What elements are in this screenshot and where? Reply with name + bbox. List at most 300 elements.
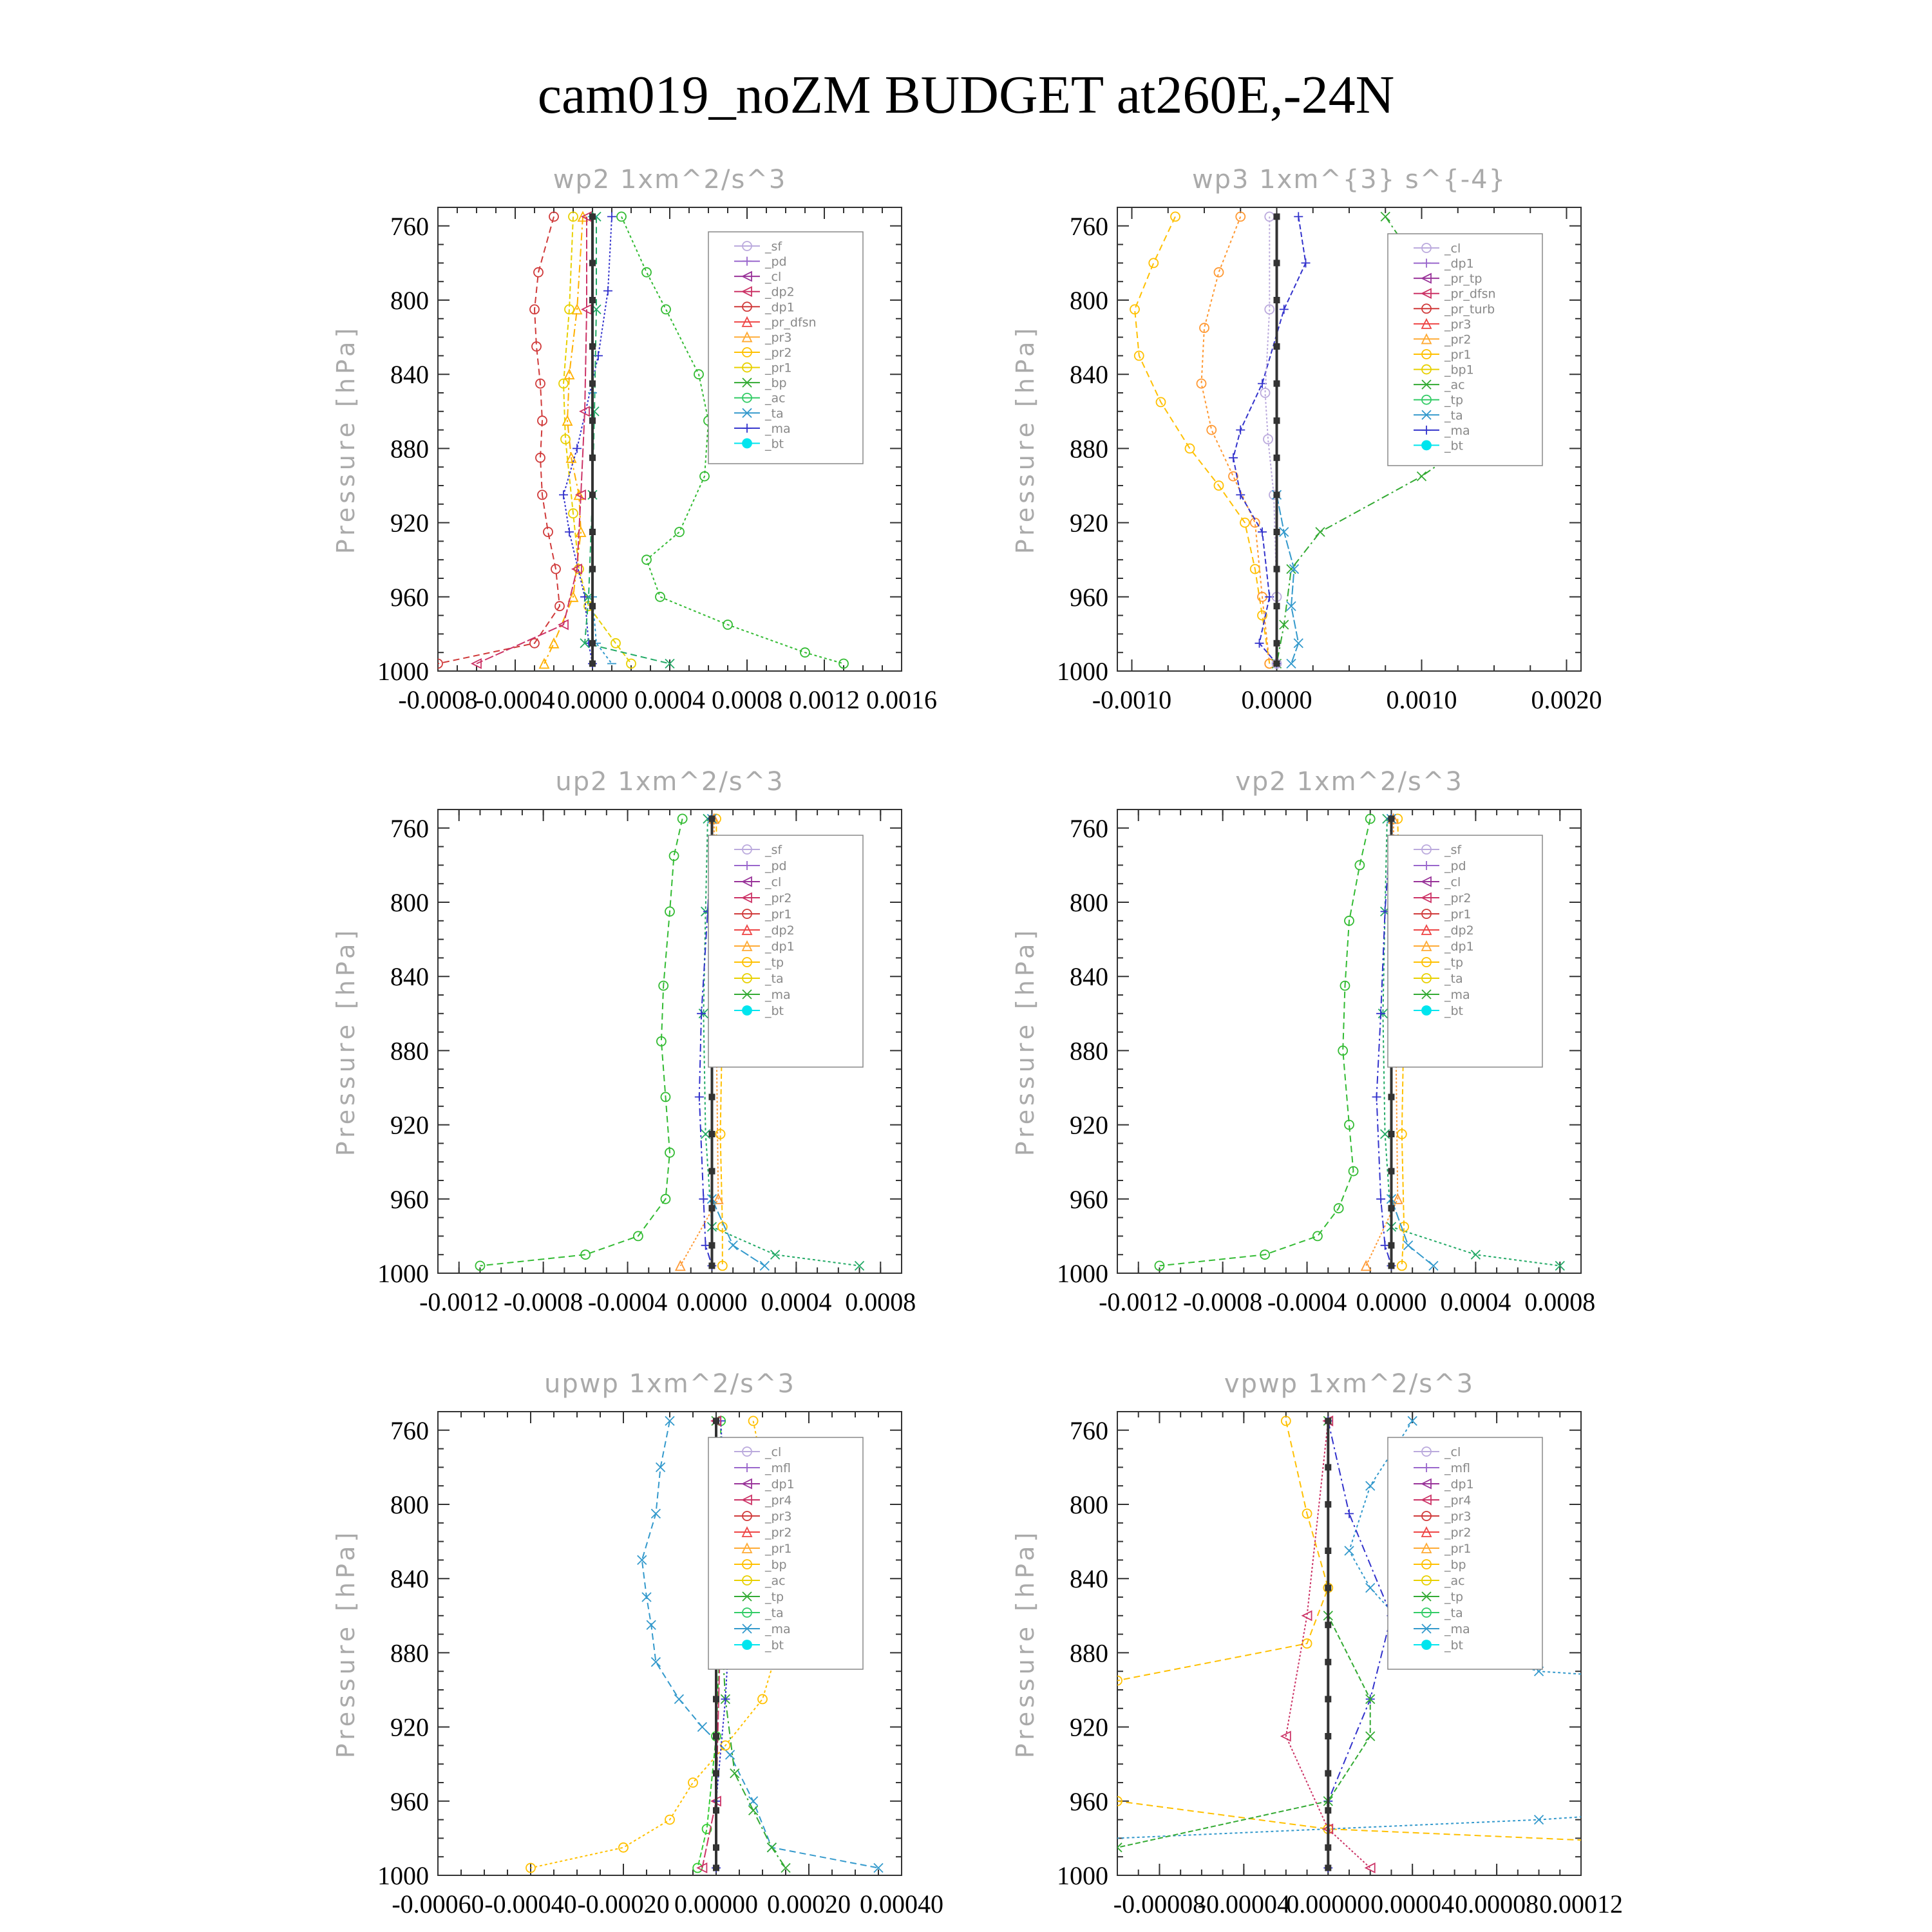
data-point-bt — [1325, 1864, 1331, 1871]
legend — [708, 232, 863, 464]
x-tick-label: 0.0000 — [1241, 685, 1312, 714]
y-tick-label: 960 — [390, 1786, 429, 1816]
legend — [1388, 234, 1542, 466]
data-point-bt — [713, 1770, 719, 1777]
data-point-bt — [708, 1242, 715, 1249]
data-point-tp — [1366, 1481, 1375, 1490]
data-point-bt — [1325, 1417, 1331, 1424]
data-point-bt — [1325, 1696, 1331, 1702]
data-point-bt — [1274, 660, 1280, 667]
data-point-bt — [713, 1696, 719, 1702]
y-tick-label: 1000 — [377, 657, 429, 686]
y-tick-label: 880 — [390, 1638, 429, 1668]
legend-entry: _bt — [1444, 1638, 1464, 1653]
legend-entry: _ma — [1444, 423, 1470, 438]
x-tick-label: -0.0012 — [419, 1287, 499, 1316]
legend-entry: _dp2 — [1444, 923, 1474, 938]
data-point-bt — [589, 297, 596, 303]
panel-title: up2 1xm^2/s^3 — [555, 767, 784, 797]
data-point-pr1 — [1149, 258, 1158, 267]
legend-entry: _ta — [765, 406, 784, 421]
data-point-tp — [651, 1509, 660, 1518]
data-point-bt — [713, 1417, 719, 1424]
data-point-bp — [1366, 1732, 1375, 1741]
data-point-bt — [589, 566, 596, 573]
legend-marker — [743, 1640, 752, 1649]
panel-title: wp3 1xm^{3} s^{-4} — [1191, 165, 1507, 194]
panel-title: upwp 1xm^2/s^3 — [544, 1369, 795, 1399]
x-tick-label: 0.0000 — [1356, 1287, 1427, 1316]
data-point-pr1 — [619, 1843, 628, 1852]
y-tick-label: 760 — [390, 211, 429, 241]
legend-entry: _ta — [765, 972, 784, 986]
data-point-pr2 — [1197, 379, 1206, 388]
data-point-bt — [1325, 1733, 1331, 1739]
data-point-bt — [1325, 1659, 1331, 1665]
data-point-tp — [1366, 1584, 1375, 1593]
data-point-bt — [708, 1131, 715, 1137]
x-tick-label: 0.0008 — [712, 685, 782, 714]
y-tick-label: 760 — [390, 813, 429, 843]
legend-entry: _pr2 — [765, 346, 792, 360]
x-tick-label: 0.00012 — [1539, 1889, 1623, 1918]
data-point-bt — [589, 455, 596, 461]
legend-entry: _sf — [1444, 843, 1462, 857]
legend-entry: _cl — [1444, 875, 1461, 889]
data-point-bt — [1388, 1205, 1394, 1211]
legend-entry: _ma — [1444, 988, 1470, 1002]
panels — [0, 165, 1932, 1918]
data-point-bt — [1388, 815, 1394, 822]
legend-entry: _pr2 — [1444, 1526, 1472, 1540]
x-tick-label: -0.00008 — [1113, 1889, 1206, 1918]
data-point-ta — [603, 287, 612, 296]
legend-entry: _pr4 — [1444, 1493, 1472, 1508]
legend-entry: _tp — [765, 956, 784, 970]
y-tick-label: 800 — [390, 286, 429, 315]
x-tick-label: 0.00040 — [860, 1889, 943, 1918]
data-point-bt — [1274, 260, 1280, 266]
y-tick-label: 760 — [1070, 1416, 1108, 1445]
legend-entry: _bt — [1444, 439, 1464, 453]
legend-marker — [1422, 440, 1431, 450]
x-tick-label: -0.0008 — [398, 685, 478, 714]
data-point-bp1 — [1316, 527, 1325, 536]
data-point-bt — [1274, 603, 1280, 609]
data-point-bt — [1388, 1242, 1394, 1249]
x-tick-label: 0.00008 — [1455, 1889, 1539, 1918]
data-point-bt — [1274, 297, 1280, 303]
x-tick-label: 0.0020 — [1531, 685, 1602, 714]
x-tick-label: 0.0004 — [634, 685, 705, 714]
data-point-ta — [1376, 1195, 1385, 1204]
legend-marker — [1422, 1006, 1431, 1015]
legend-entry: _pr3 — [765, 1510, 792, 1524]
y-tick-label: 760 — [390, 1416, 429, 1445]
legend-entry: _pr1 — [1444, 1542, 1472, 1556]
y-tick-label: 1000 — [377, 1259, 429, 1288]
figure-title: cam019_noZM BUDGET at260E,-24N — [537, 65, 1395, 125]
legend-entry: _mfl — [1444, 1461, 1470, 1475]
y-tick-label: 960 — [1070, 582, 1108, 612]
legend-entry: _dp1 — [765, 300, 795, 315]
legend-marker — [1422, 1640, 1431, 1649]
x-tick-label: -0.0008 — [503, 1287, 583, 1316]
x-tick-label: 0.0000 — [676, 1287, 748, 1316]
data-point-bt — [1325, 1770, 1331, 1777]
legend-entry: _pr3 — [765, 330, 792, 345]
data-point-bp1 — [1381, 212, 1390, 221]
data-point-bt — [589, 260, 596, 266]
data-point-bt — [589, 381, 596, 387]
series-line-tp — [0, 1421, 1932, 1868]
legend-entry: _dp2 — [765, 923, 795, 938]
data-point-bt — [1325, 1464, 1331, 1470]
data-point-ta — [1255, 639, 1264, 648]
data-point-ta — [1294, 212, 1303, 221]
legend-entry: _bp — [765, 1558, 787, 1572]
data-point-bt — [589, 343, 596, 350]
data-point-ta — [1280, 305, 1289, 314]
legend — [1388, 1437, 1542, 1669]
data-point-bt — [713, 1864, 719, 1871]
data-point-ta — [695, 1092, 704, 1101]
data-point-tp — [1294, 639, 1303, 648]
legend-entry: _pr1 — [765, 1542, 792, 1556]
data-point-bt — [713, 1807, 719, 1814]
data-point-ta — [1236, 426, 1245, 435]
x-tick-label: 0.0008 — [845, 1287, 916, 1316]
legend-entry: _ta — [1444, 1606, 1463, 1620]
legend-entry: _mfl — [765, 1461, 791, 1475]
data-point-bt — [589, 417, 596, 424]
legend-entry: _ma — [765, 421, 791, 436]
data-point-ta — [1376, 1009, 1385, 1018]
data-point-dp1 — [1313, 1231, 1322, 1240]
y-tick-label: 960 — [1070, 1184, 1108, 1214]
y-tick-label: 800 — [1070, 1490, 1108, 1519]
data-point-bt — [1325, 1844, 1331, 1851]
x-tick-label: 0.00000 — [1286, 1889, 1370, 1918]
legend-entry: _tp — [1444, 956, 1464, 970]
data-point-bt — [708, 1094, 715, 1100]
data-point-tp — [760, 1261, 769, 1270]
y-tick-label: 1000 — [377, 1861, 429, 1890]
legend-entry: _cl — [1444, 1445, 1461, 1459]
x-tick-label: -0.00060 — [392, 1889, 484, 1918]
y-tick-label: 920 — [1070, 508, 1108, 538]
y-axis-label: Pressure [hPa] — [332, 1528, 360, 1759]
x-tick-label: 0.00000 — [674, 1889, 758, 1918]
series-line-pr2 — [1202, 216, 1270, 663]
data-point-bt — [708, 815, 715, 822]
y-axis-label: Pressure [hPa] — [332, 926, 360, 1157]
data-point-bp — [480, 1863, 489, 1872]
y-axis-label: Pressure [hPa] — [332, 324, 360, 554]
data-point-pr1 — [860, 1732, 869, 1741]
legend-entry: _pr1 — [765, 361, 792, 375]
y-tick-label: 920 — [390, 1712, 429, 1742]
data-point-bp — [675, 527, 684, 536]
data-point-ta — [1302, 258, 1311, 267]
x-tick-label: -0.0004 — [1267, 1287, 1347, 1316]
data-point-bt — [1388, 1131, 1394, 1137]
legend-entry: _ac — [1444, 378, 1465, 393]
series-line-bp — [485, 1421, 1370, 1868]
data-point-bt — [1274, 640, 1280, 647]
data-point-bt — [589, 491, 596, 498]
y-tick-label: 1000 — [1057, 1861, 1108, 1890]
x-tick-label: -0.0004 — [475, 685, 555, 714]
legend-entry: _pd — [1444, 859, 1466, 873]
data-point-bt — [1274, 213, 1280, 220]
data-point-ta — [565, 527, 574, 536]
legend-entry: _bt — [765, 1638, 784, 1653]
series-line-dp1 — [1160, 819, 1370, 1265]
legend-entry: _pr2 — [1444, 891, 1472, 905]
data-point-pr2 — [549, 639, 558, 648]
data-point-dp1 — [678, 814, 687, 823]
data-point-bp — [656, 592, 665, 601]
data-point-bt — [1274, 566, 1280, 573]
y-tick-label: 920 — [390, 508, 429, 538]
legend-entry: _bt — [765, 437, 784, 451]
data-point-pr1 — [758, 1694, 767, 1703]
data-point-bt — [1388, 1168, 1394, 1175]
legend-marker — [743, 439, 752, 448]
data-point-bt — [1274, 529, 1280, 535]
series-line-tp — [1277, 495, 1299, 663]
data-point-bt — [1274, 381, 1280, 387]
panel-4 — [1011, 767, 1595, 1316]
y-tick-label: 800 — [390, 1490, 429, 1519]
legend — [1388, 835, 1542, 1067]
data-point-bt — [708, 1262, 715, 1269]
legend-entry: _pr3 — [1444, 317, 1472, 332]
legend-entry: _pr3 — [1444, 1510, 1472, 1524]
legend-entry: _sf — [765, 843, 782, 857]
data-point-pr2 — [676, 1261, 685, 1270]
legend-entry: _ma — [1444, 1622, 1470, 1636]
legend-entry: _cl — [765, 1445, 782, 1459]
y-tick-label: 960 — [1070, 1786, 1108, 1816]
legend-entry: _bp — [765, 376, 787, 391]
data-point-bt — [589, 603, 596, 609]
legend-entry: _tp — [1444, 393, 1464, 408]
x-tick-label: -0.0008 — [1182, 1287, 1263, 1316]
x-tick-label: -0.00004 — [1197, 1889, 1291, 1918]
legend-entry: _pr_dfsn — [1444, 287, 1496, 301]
data-point-bp — [661, 305, 670, 314]
y-tick-label: 800 — [1070, 286, 1108, 315]
legend-entry: _ta — [1444, 972, 1463, 986]
data-point-ta — [697, 1009, 706, 1018]
panel-title: vpwp 1xm^2/s^3 — [1224, 1369, 1475, 1399]
data-point-pr1 — [688, 1778, 697, 1787]
panel-title: wp2 1xm^2/s^3 — [553, 165, 787, 194]
data-point-tp — [902, 1843, 911, 1852]
y-axis-label: Pressure [hPa] — [1011, 1528, 1039, 1759]
data-point-ta — [1258, 527, 1267, 536]
y-tick-label: 840 — [390, 360, 429, 390]
y-tick-label: 880 — [390, 434, 429, 464]
legend — [708, 835, 863, 1067]
x-tick-label: 0.0016 — [866, 685, 937, 714]
legend-entry: _dp1 — [765, 940, 795, 954]
data-point-bt — [1388, 1094, 1394, 1100]
legend-entry: _tp — [765, 1590, 784, 1604]
data-point-pr2 — [1207, 426, 1216, 435]
y-tick-label: 840 — [390, 962, 429, 992]
series-line-pr2 — [544, 216, 583, 663]
legend-entry: _pr2 — [1444, 332, 1472, 347]
data-point-bt — [713, 1733, 719, 1739]
data-point-pr2 — [1215, 268, 1224, 277]
data-point-bt — [1325, 1807, 1331, 1814]
data-point-bt — [1274, 455, 1280, 461]
panel-2 — [1011, 165, 1602, 714]
y-tick-label: 760 — [1070, 813, 1108, 843]
data-point-pr2 — [1361, 1261, 1370, 1270]
data-point-tp — [697, 1723, 706, 1732]
legend-entry: _dp1 — [1444, 1477, 1474, 1492]
legend-entry: _ma — [765, 1622, 791, 1636]
y-tick-label: 840 — [1070, 962, 1108, 992]
data-point-bt — [589, 213, 596, 220]
y-tick-label: 920 — [390, 1110, 429, 1140]
y-tick-label: 960 — [390, 1184, 429, 1214]
y-tick-label: 920 — [1070, 1110, 1108, 1140]
legend-entry: _bp — [1444, 1558, 1466, 1572]
data-point-ta — [1229, 453, 1238, 462]
x-tick-label: -0.00040 — [484, 1889, 577, 1918]
data-point-bt — [708, 1168, 715, 1175]
legend-entry: _pr_tp — [1444, 272, 1482, 287]
data-point-tp — [1345, 1546, 1354, 1555]
x-tick-label: 0.0004 — [761, 1287, 832, 1316]
y-tick-label: 960 — [390, 582, 429, 612]
x-tick-label: 0.0000 — [557, 685, 628, 714]
legend-entry: _dp1 — [1444, 256, 1474, 271]
data-point-bt — [1274, 491, 1280, 498]
data-point-ta — [1372, 1092, 1381, 1101]
data-point-pr1 — [944, 1759, 953, 1768]
data-point-bt — [1325, 1501, 1331, 1508]
y-tick-label: 840 — [1070, 360, 1108, 390]
data-point-bt — [1325, 1548, 1331, 1554]
series-line-ta — [1328, 1421, 1391, 1868]
legend-marker — [743, 1006, 752, 1015]
legend-entry: _cl — [1444, 242, 1461, 256]
data-point-ta — [573, 444, 582, 453]
data-point-bp1 — [1417, 472, 1426, 481]
legend-entry: _ac — [1444, 1574, 1465, 1588]
data-point-dp1 — [670, 851, 679, 860]
legend-entry: _sf — [765, 240, 782, 254]
panel-3 — [332, 767, 916, 1316]
legend-entry: _pr_dfsn — [765, 315, 817, 330]
data-point-tp — [1287, 659, 1296, 668]
x-tick-label: -0.00020 — [577, 1889, 670, 1918]
series-line-dp1 — [480, 819, 683, 1265]
data-point-tp — [674, 1694, 683, 1703]
data-point-bt — [589, 660, 596, 667]
legend-entry: _dp1 — [765, 1477, 795, 1492]
legend-entry: _pr1 — [1444, 907, 1472, 922]
series-line-dp1 — [438, 216, 560, 663]
legend-entry: _ac — [765, 1574, 786, 1588]
x-tick-label: -0.0004 — [587, 1287, 668, 1316]
legend-entry: _ac — [765, 391, 786, 406]
data-point-bt — [708, 1205, 715, 1211]
panel-1 — [332, 165, 937, 714]
legend-entry: _pd — [765, 254, 787, 269]
x-tick-label: -0.0010 — [1092, 685, 1172, 714]
y-tick-label: 880 — [1070, 1036, 1108, 1066]
data-point-bt — [589, 529, 596, 535]
y-tick-label: 800 — [1070, 888, 1108, 917]
x-tick-label: 0.0008 — [1524, 1287, 1596, 1316]
y-tick-label: 760 — [1070, 211, 1108, 241]
data-point-bt — [589, 640, 596, 647]
series-line-ac — [585, 216, 670, 663]
legend-entry: _pr1 — [765, 907, 792, 922]
data-point-bt — [1325, 1585, 1331, 1591]
y-tick-label: 840 — [1070, 1564, 1108, 1594]
data-point-dp1 — [1366, 814, 1375, 823]
x-tick-label: -0.0012 — [1099, 1287, 1179, 1316]
legend-entry: _tp — [1444, 1590, 1464, 1604]
y-tick-label: 880 — [390, 1036, 429, 1066]
x-tick-label: 0.0010 — [1386, 685, 1457, 714]
legend-entry: _ta — [765, 1606, 784, 1620]
x-tick-label: 0.0004 — [1440, 1287, 1511, 1316]
legend-entry: _pr2 — [765, 1526, 792, 1540]
y-tick-label: 920 — [1070, 1712, 1108, 1742]
data-point-bt — [1388, 1262, 1394, 1269]
y-tick-label: 1000 — [1057, 1259, 1108, 1288]
data-point-bt — [713, 1844, 719, 1851]
legend-entry: _pr2 — [765, 891, 792, 905]
data-point-tp — [728, 1241, 737, 1250]
x-tick-label: 0.0012 — [789, 685, 860, 714]
data-point-ta — [699, 1195, 708, 1204]
data-point-pr1 — [902, 1704, 911, 1713]
legend-entry: _cl — [765, 875, 782, 889]
data-point-tp — [726, 1750, 735, 1759]
y-axis-label: Pressure [hPa] — [1011, 324, 1039, 554]
legend-entry: _ta — [1444, 408, 1463, 423]
series-group — [0, 1416, 1932, 1872]
data-point-ta — [1345, 1509, 1354, 1518]
legend-entry: _pr1 — [1444, 348, 1472, 362]
y-tick-label: 880 — [1070, 1638, 1108, 1668]
y-tick-label: 880 — [1070, 434, 1108, 464]
legend-entry: _pd — [765, 859, 787, 873]
data-point-bt — [1274, 417, 1280, 424]
legend-entry: _dp1 — [1444, 940, 1474, 954]
x-tick-label: 0.00020 — [767, 1889, 851, 1918]
data-point-ta — [607, 212, 616, 221]
data-point-bt — [1274, 343, 1280, 350]
series-line-pr1 — [1135, 216, 1269, 663]
legend-entry: _pr_turb — [1444, 302, 1495, 317]
y-tick-label: 840 — [390, 1564, 429, 1594]
data-point-bp — [642, 268, 651, 277]
legend-entry: _cl — [765, 270, 782, 285]
x-tick-label: 0.00004 — [1370, 1889, 1455, 1918]
y-tick-label: 1000 — [1057, 657, 1108, 686]
